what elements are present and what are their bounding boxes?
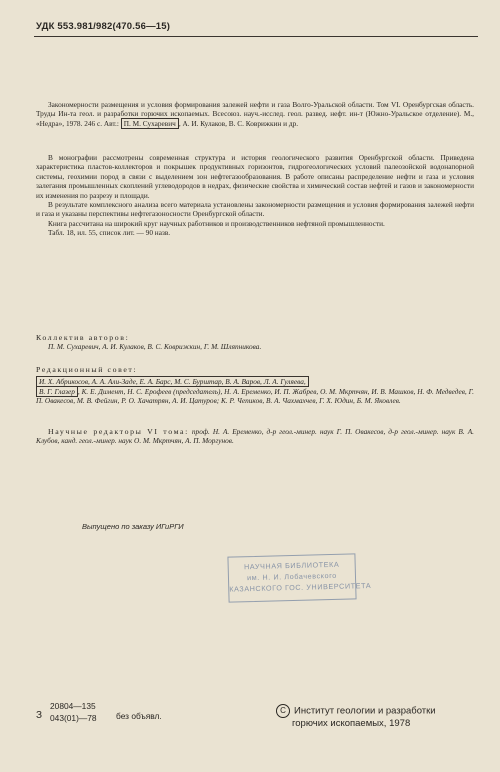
bibliographic-entry [36,100,474,128]
editorial-board-section [36,365,474,406]
catalog-code: 043(01)—78 [50,713,97,723]
udk-code: УДК 553.981/982(470.56—15) [36,21,171,32]
abstract [36,153,474,238]
editorial-board-title: Редакционный совет: [36,365,138,374]
stamp-line: КАЗАНСКОГО ГОС. УНИВЕРСИТЕТА [229,580,372,594]
publisher-line: горючих ископаемых, 1978 [292,718,411,729]
copyright-block [276,704,436,730]
bibliographic-text-tail: , А. И. Кулаков, В. С. Коврижкин и др. [178,118,299,128]
stamp-line: им. Н. И. Лобачевского [246,570,337,583]
abstract-paragraph: В результате комплексного анализа всего материала установлены закономерности размещения и условия формирования залежей нефти и газа и указаны перспективы нефтегазоносности Оренбургской области. [36,200,474,219]
publisher-line: Институт геологии и разработки [294,705,436,717]
no-announcement-note: без объявл. [116,711,162,721]
stamp-line: НАУЧНАЯ БИБЛИОТЕКА [243,559,340,572]
editorial-board-boxed-line: И. Х. Абрикосов, А. А. Али-Заде, Е. А. Барс, М. С. Бурштар, В. А. Варов, Л. А. Гуляева, [36,376,309,387]
copyright-icon: C [276,704,290,718]
catalog-code: 20804—135 [50,701,96,711]
editors-label: Научные редакторы VI тома: [48,427,189,436]
boxed-author: П. М. Сухаревич [121,118,179,129]
abstract-stats: Табл. 18, ил. 55, список лит. — 90 назв. [48,228,171,238]
authors-names: П. М. Сухаревич, А. И. Кулаков, В. С. Коврижкин, Г. М. Шляпникова. [48,342,262,352]
abstract-paragraph: В монографии рассмотрены современная структура и история геологического развития Оренбургской области. Приведена характеристика пластов-коллекторов и покрышек продуктивных горизонтов, гидрогеологических условий палеозойской водонапорной системы, геохимии пород в связи с выделением зон нефтегазообразования. В работе описаны распределение нефти и газа и условия залегания промышленных скоплений углеводородов в недрах, физические свойства и химический состав нефтей и газов и закономерности их изменения по разрезу и площади. [36,153,474,200]
editors-section [36,427,474,446]
ordered-by-note: Выпущено по заказу ИГиРГИ [82,522,184,531]
editorial-board-members: , К. Е. Димент, Н. С. Ерофеев (председатель), Н. А. Еременко, И. П. Жабрев, О. М. Мкртчян, И. В. Машков, Н. Ф. Медведев, Г. П. Овакесов, М. В. Фейгин, Р. О. Хачатрян, А. И. Цатуров; К. Р. Чепиков, В. А. Чахмахчев, Г. Х. Юдин, Б. М. Яковлев. [36,386,474,406]
header-rule [34,36,478,37]
catalog-letter: З [36,710,43,721]
abstract-paragraph: Книга рассчитана на широкий круг научных работников и производственников нефтяной промышленности. [48,218,385,228]
authors-title: Коллектив авторов: [36,333,130,342]
library-stamp [227,553,372,602]
editorial-board-boxed-name: В. Г. Глазер [36,386,78,397]
authors-section [36,333,474,352]
bibliographic-text: Закономерности размещения и условия формирования залежей нефти и газа Волго-Уральской области. Том VI. Оренбургская область. Труды Ин-та геол. и разработки горючих ископаемых. Всесоюз. науч.-исслед. геол. развед. нефт. ин-т (Южно-Уральское отделение). М., «Недра», 1978. 246 с. Авт.: [36,100,474,128]
editors-names: проф. Н. А. Еременко, д-р геол.-минер. наук Г. П. Овакесов, д-р геол.-минер. наук В. А. Клубов, канд. геол.-минер. наук О. М. Мкртчян, А. П. Моргунов. [36,427,474,446]
